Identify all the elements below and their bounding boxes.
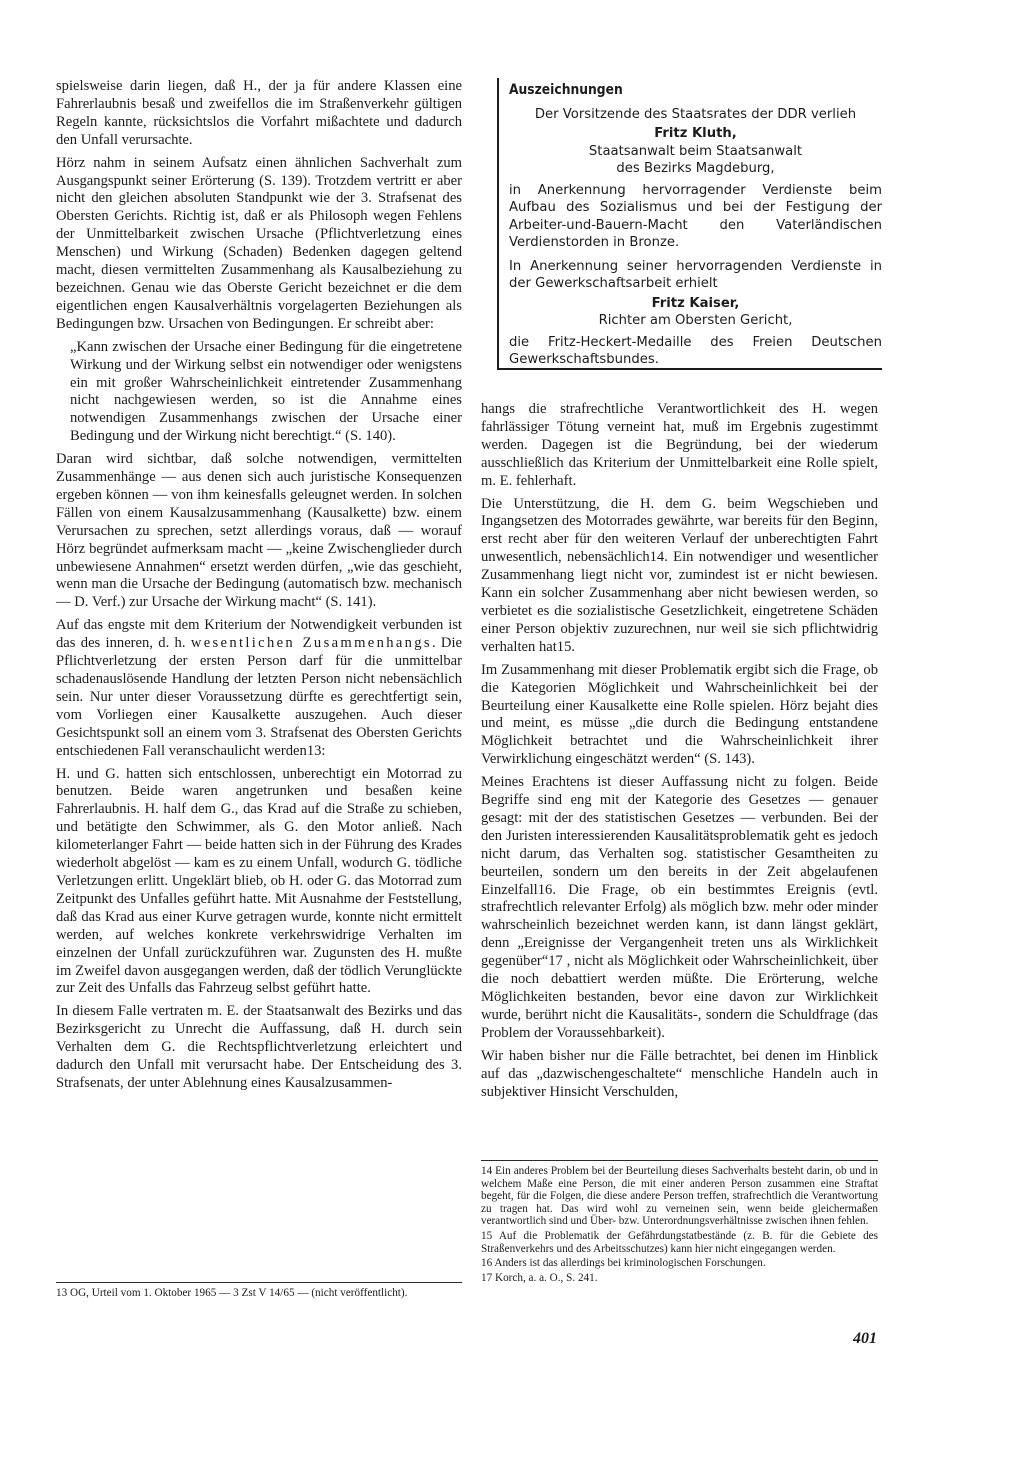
text-run: Auf das engste mit dem Kriterium der Notwendigkeit verbunden ist das des inneren, d. h. <box>56 617 462 652</box>
awardee-name: Fritz Kaiser, <box>651 295 740 311</box>
awardee-role: Richter am Obersten Gericht, <box>598 313 793 328</box>
right-footnotes <box>481 1160 878 1286</box>
award-text: die Fritz-Heckert-Medaille des Freien Deutschen Gewerkschaftsbundes. <box>509 334 882 367</box>
awards-intro: Der Vorsitzende des Staatsrates der DDR verlieh <box>534 106 857 122</box>
left-footnotes <box>56 1282 462 1302</box>
paragraph: Die Unterstützung, die H. dem G. beim Wegschieben und Ingangsetzen des Motorrades gewährte, war bereits für den Beginn, erst recht aber für den weiteren Verlauf der unberechtigten Fahrt unwesentlich, nebensächlich14. Ein notwendiger und wesentlicher Zusammenhang liegt nicht vor, zumindest ist er nicht bewiesen. Kann ein solcher Zusammenhang aber nicht bewiesen werden, so verbietet es die sozialistische Gesetzlichkeit, eingetretene Schäden einer Person objektiv zuzurechnen, nur weil sie sich pflichtwidrig verhalten hat15. <box>481 495 878 655</box>
awards-title: Auszeichnungen <box>509 82 623 98</box>
footnote: 14 Ein anderes Problem bei der Beurteilung dieses Sachverhalts besteht darin, ob und in welchem Maße eine Person, die mit einer anderen Person zusammen eine Straftat begeht, für die Folgen, die diese andere Person treffen, strafrechtlich die Verantwortung zu tragen hat. Das wird wohl zu verneinen sein, wenn beide gleichermaßen verantwortlich sind und Über- bzw. Unterordnungsverhältnisse zwischen ihnen fehlen. <box>481 1165 878 1228</box>
paragraph: Meines Erachtens ist dieser Auffassung nicht zu folgen. Beide Begriffe sind eng mit der Kategorie des Gesetzes — genauer gesagt: mit der des statistischen Gesetzes — verbunden. Bei der den Juristen interessierenden Kausalitätsproblematik geht es jedoch nicht darum, das Verhalten sog. statistischer Gesamtheiten zu beurteilen, sondern um den bereits in der Zeit abgelaufenen Einzelfall16. Die Frage, ob ein bestimmtes Ereignis (evtl. strafrechtlich relevanter Erfolg) als möglich bzw. mehr oder minder wahrscheinlich bezeichnet werden kann, ist dann längst geklärt, denn „Ereignisse der Vergangenheit treten uns als Wirklichkeit gegenüber“17 , nicht als Möglichkeit oder Wahrscheinlichkeit, über die noch debattiert werden müßte. Die Erörterung, welche Möglichkeiten bestanden, bevor eine davon zur Wirklichkeit wurde, berührt nicht die Kausalitäts-, sondern die Schuldfrage (das Problem der Voraussehbarkeit). <box>481 774 878 1041</box>
footnote: 15 Auf die Problematik der Gefährdungstatbestände (z. B. für die Gebiete des Straßenverkehrs und des Arbeitsschutzes) kann hier nicht eingegangen werden. <box>481 1229 878 1255</box>
footnote: 17 Korch, a. a. O., S. 241. <box>481 1271 598 1284</box>
right-column <box>481 401 878 1106</box>
footnote: 16 Anders ist das allerdings bei kriminologischen Forschungen. <box>481 1257 766 1270</box>
emphasized-term: wesentlichen Zusammenhangs <box>190 635 432 652</box>
left-column <box>56 78 462 1098</box>
awardee-role: Staatsanwalt beim Staatsanwalt <box>588 143 803 159</box>
page-number: 401 <box>853 1330 877 1347</box>
paragraph: Hörz nahm in seinem Aufsatz einen ähnlichen Sachverhalt zum Ausgangspunkt seiner Erörterung (S. 139). Trotzdem vertritt er aber nicht den gleichen absoluten Standpunkt wie der 3. Strafsenat des Obersten Gerichts. Richtig ist, daß er als Philosoph wegen Fehlens der Unmittelbarkeit zwischen Ursache (Pflichtverletzung eines Menschen) und Wirkung (Schaden) Bedenken dagegen geltend macht, diesen vermittelten Zusammenhang als Kausalbeziehung zu bezeichnen. Genau wie das Oberste Gericht bezeichnet er die dem eigentlichen engen Kausalverhältnis vorgelagerten Beziehungen als Bedingungen bzw. Ursachen von Bedingungen. Er schreibt aber: <box>56 154 462 332</box>
block-quote: „Kann zwischen der Ursache einer Bedingung für die eingetretene Wirkung und der Wirkung selbst ein notwendiger oder wenigstens ein mit großer Wahrscheinlichkeit eintretender Zusammenhang nicht nachgewiesen werden, so ist die Annahme eines notwendigen Zusammenhangs zwischen der Ursache einer Bedingung und der Wirkung nicht berechtigt.“ (S. 140). <box>70 338 462 445</box>
award-text: in Anerkennung hervorragender Verdienste beim Aufbau des Sozialismus und bei der Festigung der Arbeiter-und-Bauern-Macht den Vaterländischen Verdienstorden in Bronze. <box>509 182 882 250</box>
award-text: In Anerkennung seiner hervorragenden Verdienste in der Gewerkschaftsarbeit erhielt <box>509 258 882 291</box>
awards-box <box>497 78 882 370</box>
paragraph: hangs die strafrechtliche Verantwortlichkeit des H. wegen fahrlässiger Tötung verneint hat, muß im Ergebnis zugestimmt werden. Dagegen ist die Begründung, bei der wiederum ausschließlich das Kriterium der Unmittelbarkeit eine Rolle spielt, m. E. fehlerhaft. <box>481 401 878 489</box>
paragraph: spielsweise darin liegen, daß H., der ja für andere Klassen eine Fahrerlaubnis besaß und zweifellos die im Straßenverkehr gültigen Regeln kannte, rücksichtslos die Vorfahrt mißachtete und dadurch den Unfall verursachte. <box>56 78 462 148</box>
paragraph: Wir haben bisher nur die Fälle betrachtet, bei denen im Hinblick auf das „dazwischengeschaltete“ menschliche Handeln auch in subjektiver Hinsicht Verschulden, <box>481 1047 878 1100</box>
paragraph: In diesem Falle vertraten m. E. der Staatsanwalt des Bezirks und das Bezirksgericht zu Unrecht die Auffassung, daß H. durch sein Verhalten dem G. die Rechtspflichtverletzung erleichtert und dadurch den Unfall mit verursacht habe. Der Entscheidung des 3. Strafsenats, der unter Ablehnung eines Kausalzusammen- <box>56 1003 462 1091</box>
paragraph <box>56 617 462 760</box>
paragraph: H. und G. hatten sich entschlossen, unberechtigt ein Motorrad zu benutzen. Beide waren angetrunken und besaßen keine Fahrerlaubnis. H. half dem G., das Krad auf die Straße zu schieben, und betätigte den Schwimmer, als G. den Motor anließ. Nach kilometerlanger Fahrt — beide hatten sich in der Führung des Krades wiederholt abgelöst — kam es zu einem Unfall, wodurch G. tödliche Verletzungen erlitt. Ungeklärt blieb, ob H. oder G. das Motorrad zum Zeitpunkt des Unfalles geführt hatte. Mit Ausnahme der Feststellung, daß das Krad aus einer Kurve getragen wurde, konnte nicht ermittelt werden, auf welches konkrete verkehrswidrige Verhalten im einzelnen der Unfall zurückzuführen war. Zugunsten des H. mußte im Zweifel davon ausgegangen werden, daß der tödlich Verunglückte zur Zeit des Unfalls das Fahrzeug selbst geführt hatte. <box>56 765 462 997</box>
awardee-name: Fritz Kluth, <box>654 126 737 141</box>
footnote: 13 OG, Urteil vom 1. Oktober 1965 — 3 Zst V 14/65 — (nicht veröffentlicht). <box>56 1287 408 1299</box>
paragraph: Im Zusammenhang mit dieser Problematik ergibt sich die Frage, ob die Kategorien Möglichkeit und Wahrscheinlichkeit bei der Beurteilung einer Kausalkette eine Rolle spielen. Hörz bejaht dies und meint, es müsse „die durch die Bedingung entstandene Möglichkeit betrachtet und die Wahrscheinlichkeit ihrer Verwirklichung eingeschätzt werden“ (S. 143). <box>481 661 878 768</box>
awardee-role: des Bezirks Magdeburg, <box>616 161 775 176</box>
text-run: . Die Pflichtverletzung der ersten Person darf für die unmittelbar schadenauslösende Handlung der letzten Person nicht nebensächlich sein. Nur unter dieser Voraussetzung dürfte es gerechtfertigt sein, vom Vorliegen einer Kausalkette auszugehen. Auch dieser Gesichtspunkt soll an einem vom 3. Strafsenat des Obersten Gerichts entschiedenen Fall veranschaulicht werden13: <box>56 635 462 759</box>
paragraph: Daran wird sichtbar, daß solche notwendigen, vermittelten Zusammenhänge — aus denen sich auch juristische Konsequenzen ergeben können — von ihm keinesfalls geleugnet werden. In solchen Fällen von einem Kausalzusammenhang (Kausalkette) bzw. einem Verursachen zu sprechen, setzt allerdings voraus, daß — worauf Hörz begründet aufmerksam macht — „keine Zwischenglieder durch unbewiesene Annahmen“ ersetzt werden dürfen, „wie das geschieht, wenn man die Ursache der Bedingung (automatisch bzw. mechanisch — D. Verf.) zur Ursache der Wirkung macht“ (S. 141). <box>56 451 462 611</box>
